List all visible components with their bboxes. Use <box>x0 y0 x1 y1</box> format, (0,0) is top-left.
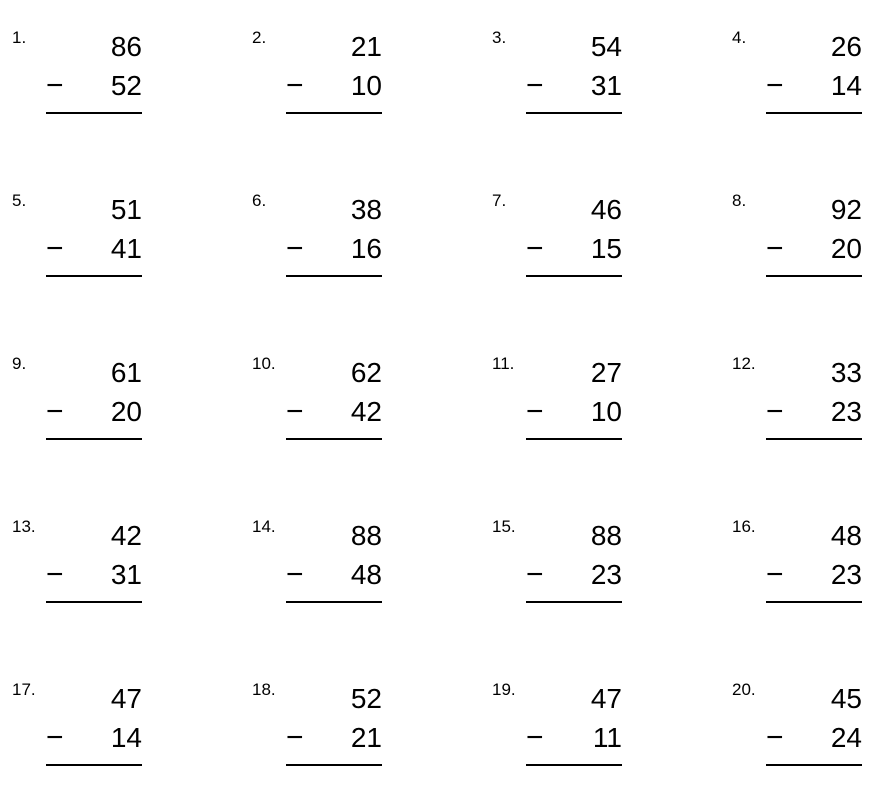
subtrahend: 23 <box>830 396 862 427</box>
minuend: 21 <box>350 31 382 62</box>
subtrahend: 42 <box>350 396 382 427</box>
problem-number: 20. <box>732 680 756 699</box>
answer-line <box>46 438 142 440</box>
subtrahend: 52 <box>110 70 142 101</box>
minuend: 46 <box>590 194 622 225</box>
problem-number: 3. <box>492 28 507 47</box>
subtraction-problem-4 <box>732 28 862 128</box>
subtraction-problem-8 <box>732 191 862 291</box>
subtraction-problem-19 <box>492 680 622 780</box>
problem-number: 2. <box>252 28 267 47</box>
minus-sign: − <box>46 721 64 754</box>
problem-number: 6. <box>252 191 267 210</box>
subtrahend: 11 <box>592 722 622 753</box>
subtrahend: 10 <box>350 70 382 101</box>
subtraction-problem-11 <box>492 354 622 454</box>
answer-line <box>46 764 142 766</box>
minuend: 47 <box>110 683 142 714</box>
subtraction-problem-15 <box>492 517 622 617</box>
problem-number: 19. <box>492 680 516 699</box>
subtrahend: 24 <box>830 722 862 753</box>
minuend: 92 <box>830 194 862 225</box>
subtraction-problem-9 <box>12 354 142 454</box>
minuend: 52 <box>350 683 382 714</box>
problem-number: 7. <box>492 191 507 210</box>
problem-number: 10. <box>252 354 276 373</box>
subtrahend: 10 <box>590 396 622 427</box>
minuend: 27 <box>590 357 622 388</box>
subtrahend: 16 <box>350 233 382 264</box>
subtraction-problem-16 <box>732 517 862 617</box>
problem-number: 5. <box>12 191 27 210</box>
minuend: 62 <box>350 357 382 388</box>
subtraction-problem-3 <box>492 28 622 128</box>
minus-sign: − <box>766 232 784 265</box>
minus-sign: − <box>526 721 544 754</box>
minus-sign: − <box>286 395 304 428</box>
subtraction-problem-13 <box>12 517 142 617</box>
answer-line <box>526 275 622 277</box>
minuend: 61 <box>110 357 142 388</box>
minuend: 48 <box>830 520 862 551</box>
minus-sign: − <box>46 558 64 591</box>
minus-sign: − <box>766 395 784 428</box>
minus-sign: − <box>526 69 544 102</box>
answer-line <box>526 764 622 766</box>
subtrahend: 20 <box>830 233 862 264</box>
answer-line <box>526 601 622 603</box>
minuend: 54 <box>590 31 622 62</box>
minus-sign: − <box>766 69 784 102</box>
minus-sign: − <box>286 232 304 265</box>
subtraction-problem-14 <box>252 517 382 617</box>
subtrahend: 31 <box>590 70 622 101</box>
minuend: 33 <box>830 357 862 388</box>
answer-line <box>286 601 382 603</box>
answer-line <box>46 275 142 277</box>
minuend: 38 <box>350 194 382 225</box>
subtraction-problem-7 <box>492 191 622 291</box>
answer-line <box>286 764 382 766</box>
minuend: 86 <box>110 31 142 62</box>
problem-number: 13. <box>12 517 36 536</box>
problem-number: 4. <box>732 28 747 47</box>
subtrahend: 15 <box>590 233 622 264</box>
subtrahend: 14 <box>830 70 862 101</box>
answer-line <box>286 438 382 440</box>
problem-number: 9. <box>12 354 27 373</box>
minuend: 47 <box>590 683 622 714</box>
minus-sign: − <box>46 69 64 102</box>
subtraction-problem-20 <box>732 680 862 780</box>
minuend: 88 <box>590 520 622 551</box>
minus-sign: − <box>526 395 544 428</box>
minus-sign: − <box>286 721 304 754</box>
minuend: 26 <box>830 31 862 62</box>
answer-line <box>526 438 622 440</box>
answer-line <box>46 112 142 114</box>
subtrahend: 31 <box>110 559 142 590</box>
problem-number: 1. <box>12 28 27 47</box>
answer-line <box>46 601 142 603</box>
subtraction-problem-10 <box>252 354 382 454</box>
subtrahend: 21 <box>350 722 382 753</box>
answer-line <box>766 601 862 603</box>
problem-number: 17. <box>12 680 36 699</box>
minus-sign: − <box>766 721 784 754</box>
subtraction-problem-6 <box>252 191 382 291</box>
subtrahend: 20 <box>110 396 142 427</box>
answer-line <box>766 764 862 766</box>
problem-number: 14. <box>252 517 276 536</box>
problem-number: 16. <box>732 517 756 536</box>
subtraction-problem-17 <box>12 680 142 780</box>
subtraction-problem-12 <box>732 354 862 454</box>
answer-line <box>526 112 622 114</box>
subtrahend: 23 <box>830 559 862 590</box>
minus-sign: − <box>286 69 304 102</box>
subtrahend: 48 <box>350 559 382 590</box>
subtrahend: 41 <box>110 233 142 264</box>
minus-sign: − <box>766 558 784 591</box>
subtraction-problem-5 <box>12 191 142 291</box>
minuend: 88 <box>350 520 382 551</box>
minuend: 51 <box>110 194 142 225</box>
minus-sign: − <box>46 232 64 265</box>
problem-number: 18. <box>252 680 276 699</box>
subtrahend: 14 <box>110 722 142 753</box>
answer-line <box>286 275 382 277</box>
answer-line <box>766 438 862 440</box>
answer-line <box>766 112 862 114</box>
minuend: 42 <box>110 520 142 551</box>
answer-line <box>766 275 862 277</box>
subtraction-problem-2 <box>252 28 382 128</box>
problem-number: 12. <box>732 354 756 373</box>
subtraction-problem-1 <box>12 28 142 128</box>
problem-number: 8. <box>732 191 747 210</box>
minuend: 45 <box>830 683 862 714</box>
subtraction-problem-18 <box>252 680 382 780</box>
minus-sign: − <box>286 558 304 591</box>
minus-sign: − <box>46 395 64 428</box>
minus-sign: − <box>526 558 544 591</box>
subtrahend: 23 <box>590 559 622 590</box>
answer-line <box>286 112 382 114</box>
problem-number: 15. <box>492 517 516 536</box>
problem-number: 11. <box>492 354 515 373</box>
minus-sign: − <box>526 232 544 265</box>
